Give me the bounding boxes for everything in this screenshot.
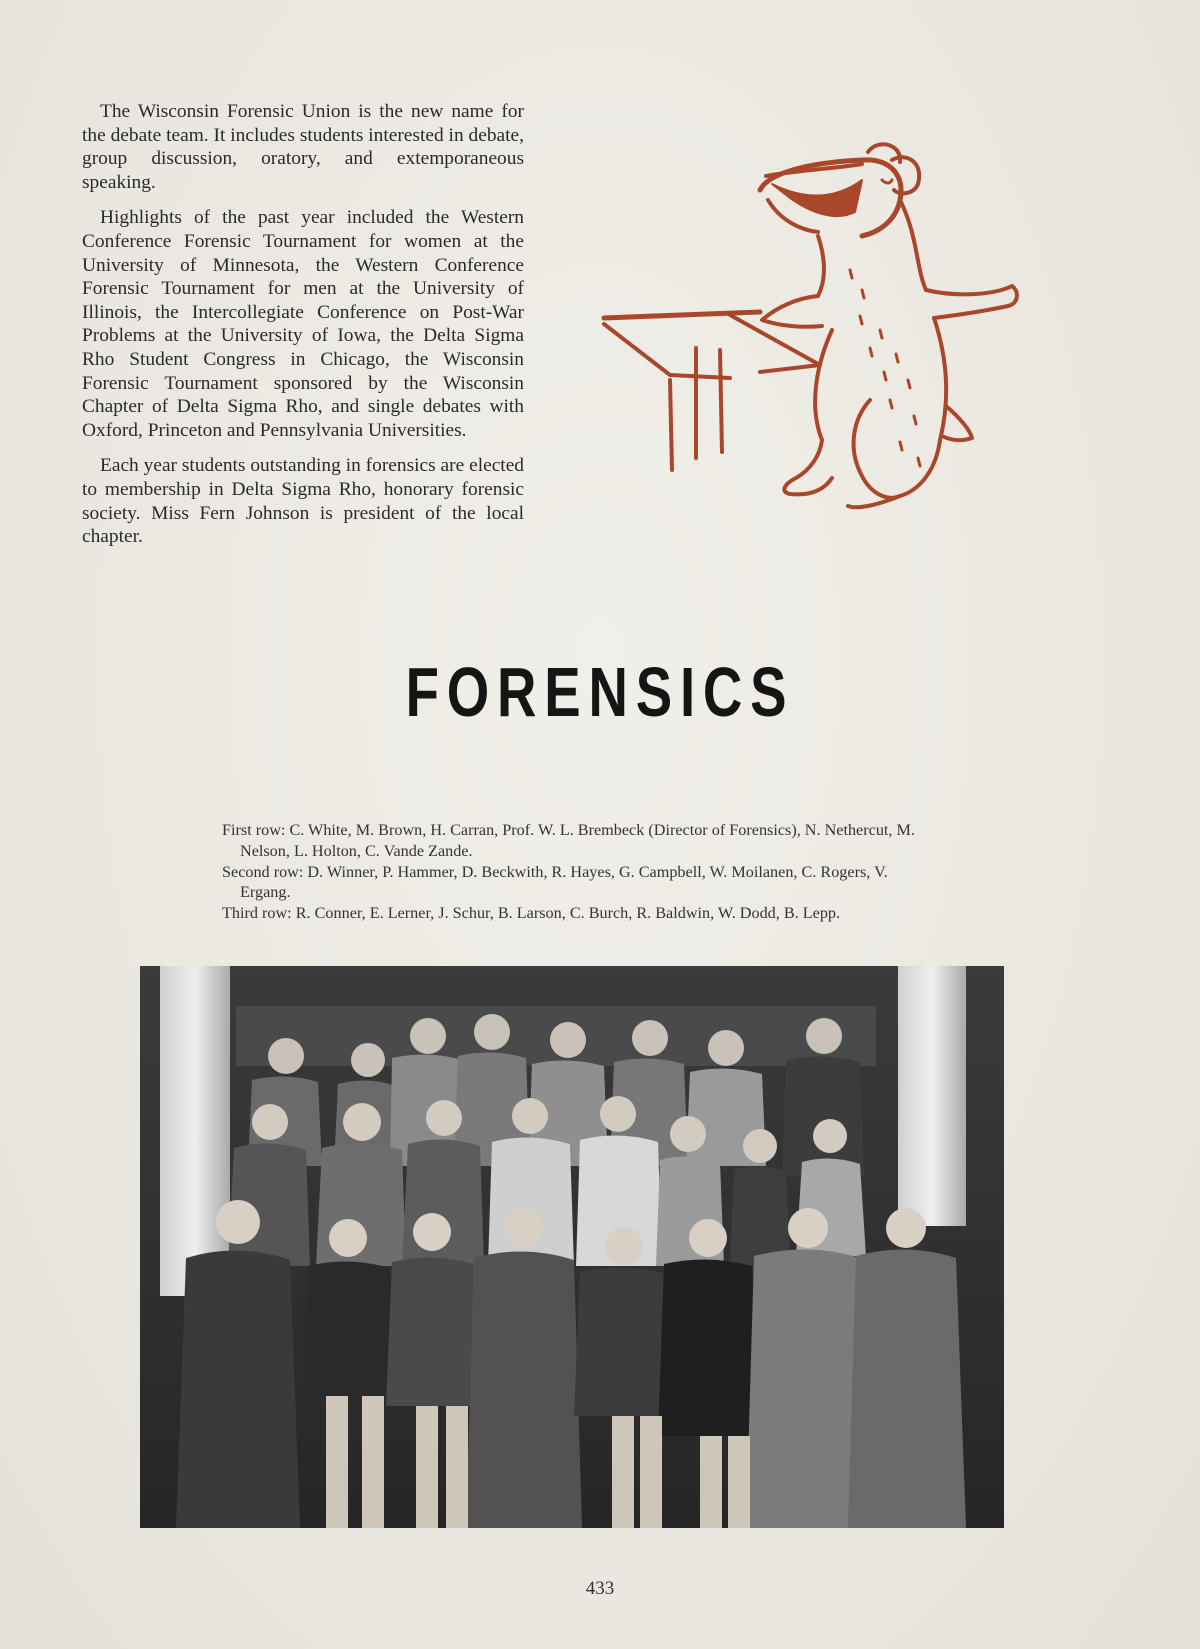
badger-lectern-illustration [600, 140, 1080, 550]
badger-belly-front [815, 330, 832, 440]
caption-third-row: Third row: R. Conner, E. Lerner, J. Schur, B. Larson, C. Burch, R. Baldwin, W. Dodd, B. Lepp. [222, 904, 841, 923]
badger-face-stripe [772, 180, 862, 216]
page-title: FORENSICS [405, 653, 795, 731]
caption-first-row: First row: C. White, M. Brown, H. Carran, Prof. W. L. Brembeck (Director of Forensics), N. Nethercut, M. Nelson, L. Holton, C. Vande Zande. [222, 821, 915, 860]
lectern-slope [604, 324, 730, 378]
badger-leg-back [848, 400, 900, 507]
badger-arm-left [762, 296, 822, 327]
intro-paragraph-1: The Wisconsin Forensic Union is the new name for the debate team. It includes students interested in debate, group discussion, oratory, and extemporaneous speaking. [82, 101, 524, 193]
badger-chest [818, 236, 824, 296]
page-number: 433 [585, 1578, 615, 1599]
group-photograph [140, 966, 1004, 1528]
badger-neck-back [900, 200, 926, 290]
photo-pillar-left [160, 966, 230, 1296]
caption-second-row: Second row: D. Winner, P. Hammer, D. Beckwith, R. Hayes, G. Campbell, W. Moilanen, C. Rogers, V. Ergang. [222, 862, 888, 902]
lectern-front [670, 348, 722, 470]
intro-text [82, 100, 524, 561]
intro-paragraph-3: Each year students outstanding in forensics are elected to membership in Delta Sigma Rho, honorary forensic society. Miss Fern Johnson is president of the local chapter. [82, 455, 524, 548]
photo-caption [222, 820, 922, 924]
badger-eye [882, 180, 892, 183]
badger-back [900, 318, 946, 496]
badger-fur-marks [850, 270, 920, 466]
badger-arm-right [926, 286, 1017, 318]
badger-leg-front [784, 440, 832, 494]
intro-paragraph-2: Highlights of the past year included the Western Conference Forensic Tournament for women at the University of Minnesota, the Western Conference Forensic Tournament for men at the University of Illinois, the Intercollegiate Conference on Post-War Problems at the University of Iowa, the Delta Sigma Rho Student Congress in Chicago, the Wisconsin Forensic Tournament sponsored by the Wisconsin Chapter of Delta Sigma Rho, and single debates with Oxford, Princeton and Pennsylvania Universities. [82, 207, 524, 441]
photo-pillar-right [898, 966, 966, 1226]
